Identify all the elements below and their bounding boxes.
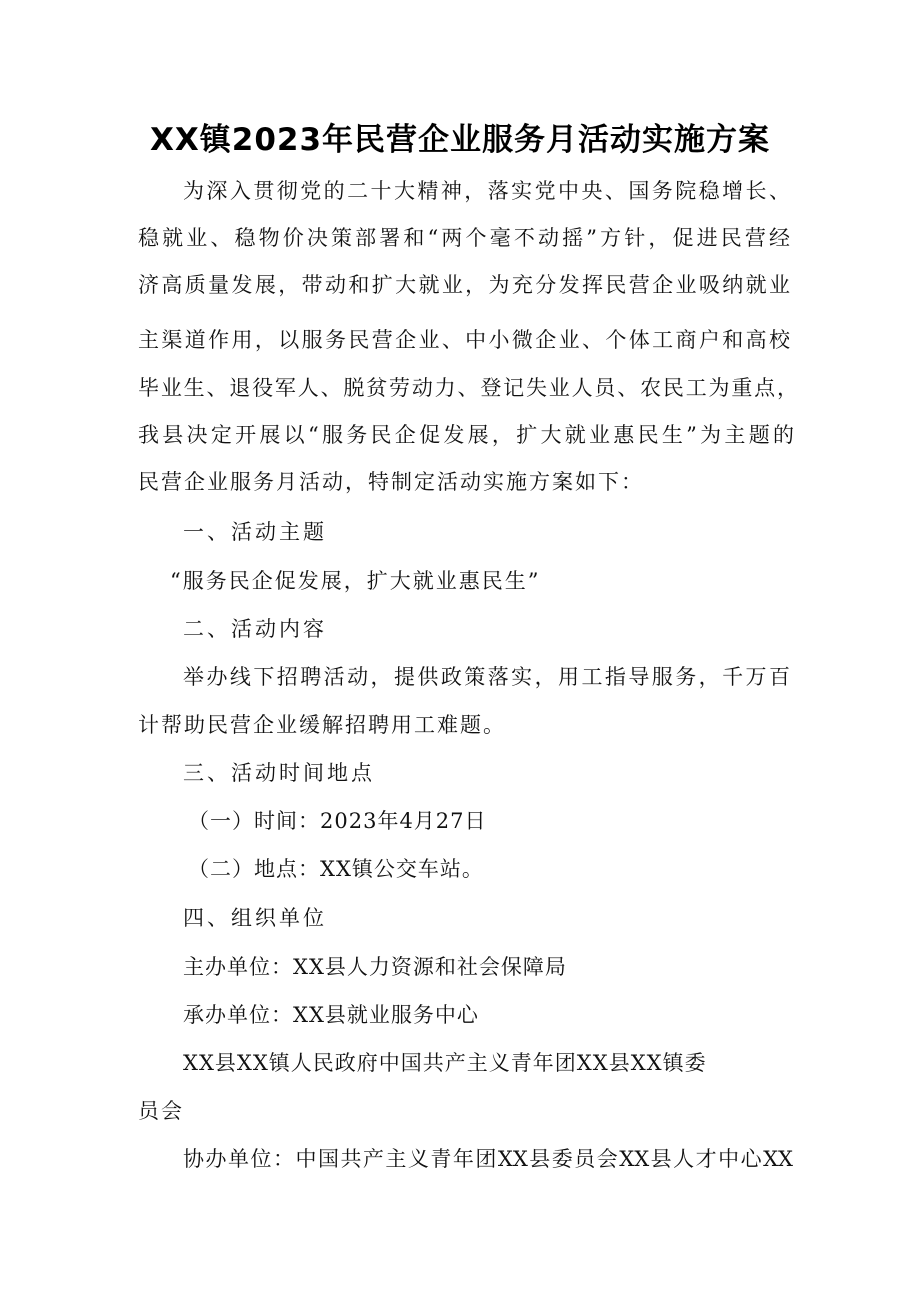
organizer-unit: 承办单位：XX县就业服务中心: [183, 1003, 479, 1027]
assist-unit: 协办单位：中国共产主义青年团XX县委员会XX县人才中心XX: [183, 1147, 793, 1171]
intro-line: 为深入贯彻党的二十大精神，落实党中央、国务院稳增长、: [183, 179, 790, 203]
intro-line: 我县决定开展以“服务民企促发展，扩大就业惠民生”为主题的: [138, 423, 794, 447]
host-unit: 主办单位：XX县人力资源和社会保障局: [183, 955, 567, 979]
event-place: （二）地点：XX镇公交车站。: [188, 857, 484, 881]
document-title: XX镇2023年民营企业服务月活动实施方案: [149, 122, 771, 158]
section-heading-time-place: 三、活动时间地点: [183, 761, 375, 785]
co-organizer-line: 员会: [138, 1099, 184, 1123]
theme-slogan: “服务民企促发展，扩大就业惠民生”: [170, 569, 541, 593]
event-time: （一）时间：2023年4月27日: [188, 809, 487, 833]
content-line: 计帮助民营企业缓解招聘用工难题。: [138, 713, 506, 737]
intro-line: 济高质量发展，带动和扩大就业，为充分发挥民营企业吸纳就业: [138, 273, 790, 297]
section-heading-content: 二、活动内容: [183, 617, 327, 641]
intro-line: 民营企业服务月活动，特制定活动实施方案如下：: [138, 470, 644, 494]
intro-line: 毕业生、退役军人、脱贫劳动力、登记失业人员、农民工为重点，: [138, 376, 798, 400]
section-heading-theme: 一、活动主题: [183, 520, 327, 544]
intro-line: 稳就业、稳物价决策部署和“两个毫不动摇”方针，促进民营经: [138, 226, 790, 250]
co-organizer-line: XX县XX镇人民政府中国共产主义青年团XX县XX镇委: [183, 1051, 707, 1075]
content-line: 举办线下招聘活动，提供政策落实，用工指导服务，千万百: [183, 665, 790, 689]
section-heading-organizers: 四、组织单位: [183, 906, 327, 930]
intro-line: 主渠道作用，以服务民营企业、中小微企业、个体工商户和高校: [138, 328, 790, 352]
